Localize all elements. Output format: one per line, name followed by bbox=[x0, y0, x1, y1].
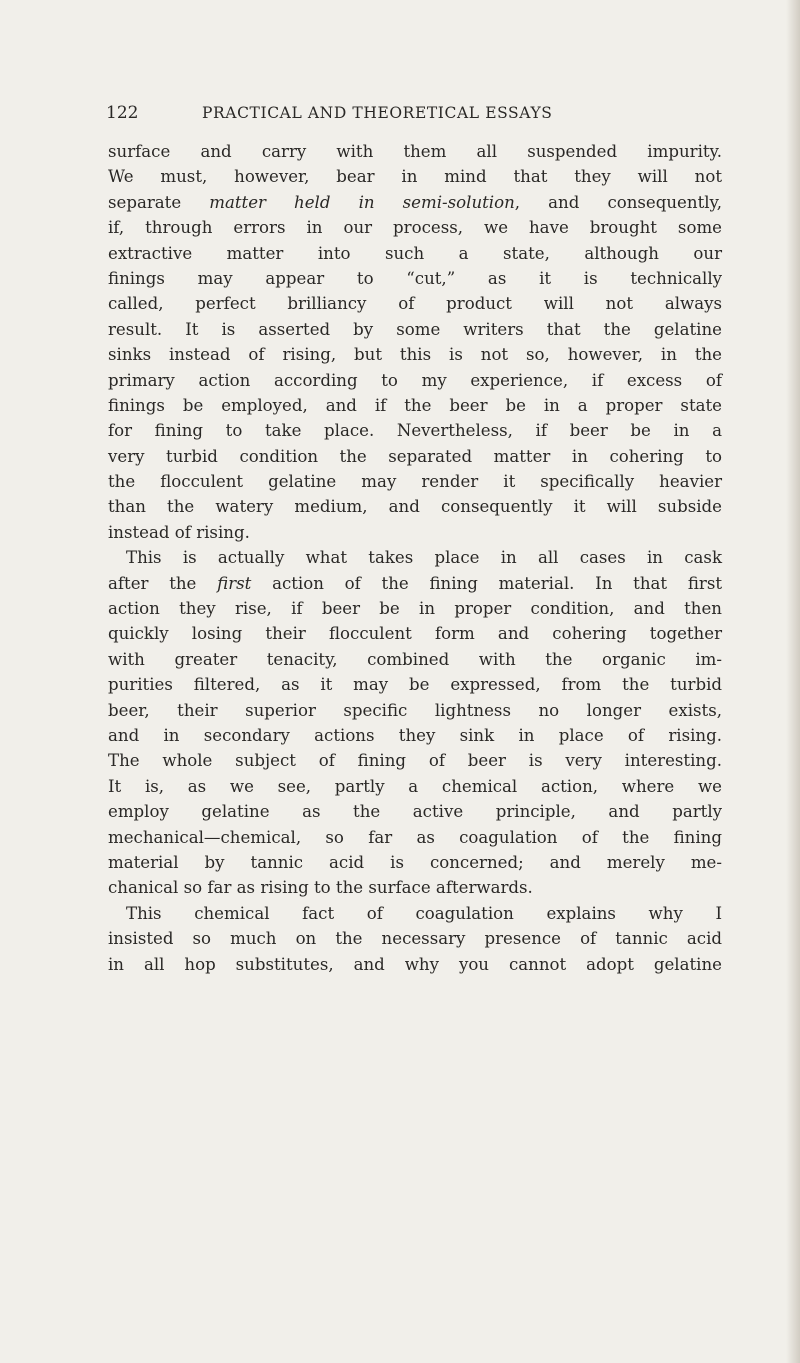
text-line bbox=[108, 190, 722, 215]
text-line bbox=[108, 571, 722, 596]
text-segment: extractive matter into such a state, although our bbox=[108, 243, 722, 263]
text-segment: This is actually what takes place in all cases in cask bbox=[126, 548, 722, 568]
running-head: PRACTICAL AND THEORETICAL ESSAYS bbox=[202, 104, 553, 122]
text-segment: than the watery medium, and consequently it will subside bbox=[108, 497, 722, 517]
page-header bbox=[106, 96, 726, 130]
text-line bbox=[108, 774, 722, 799]
text-segment: after the bbox=[108, 573, 218, 593]
text-segment: chanical so far as rising to the surface afterwards. bbox=[108, 878, 533, 898]
body-text bbox=[108, 139, 722, 977]
text-segment: called, perfect brilliancy of product will not always bbox=[108, 294, 722, 314]
text-line bbox=[108, 520, 722, 545]
text-line bbox=[108, 596, 722, 621]
text-segment: The whole subject of fining of beer is very interesting. bbox=[108, 751, 722, 771]
text-segment: action they rise, if beer be in proper condition, and then bbox=[108, 599, 722, 619]
text-line bbox=[108, 698, 722, 723]
text-line bbox=[108, 266, 722, 291]
page-number: 122 bbox=[106, 103, 139, 123]
text-line bbox=[108, 952, 722, 977]
text-segment: in all hop substitutes, and why you cannot adopt gelatine bbox=[108, 954, 722, 974]
text-line bbox=[108, 368, 722, 393]
text-line bbox=[108, 748, 722, 773]
text-segment: We must, however, bear in mind that they will not bbox=[108, 167, 722, 187]
text-line bbox=[108, 342, 722, 367]
text-segment: mechanical—chemical, so far as coagulation of the fining bbox=[108, 827, 722, 847]
text-line bbox=[108, 317, 722, 342]
text-line bbox=[108, 926, 722, 951]
text-segment: for fining to take place. Nevertheless, if beer be in a bbox=[108, 421, 722, 441]
text-segment: finings be employed, and if the beer be in a proper state bbox=[108, 395, 722, 415]
text-line bbox=[108, 139, 722, 164]
text-line bbox=[108, 545, 722, 570]
text-segment: if, through errors in our process, we have brought some bbox=[108, 218, 722, 238]
text-line bbox=[108, 494, 722, 519]
text-line bbox=[108, 723, 722, 748]
text-segment: with greater tenacity, combined with the organic im- bbox=[108, 649, 722, 669]
text-line bbox=[108, 215, 722, 240]
text-segment: insisted so much on the necessary presence of tannic acid bbox=[108, 929, 722, 949]
text-segment: action of the fining material. In that first bbox=[251, 573, 723, 593]
italic-text: matter held in semi-solution bbox=[209, 192, 515, 212]
text-segment: employ gelatine as the active principle, and partly bbox=[108, 802, 722, 822]
text-segment: and in secondary actions they sink in place of rising. bbox=[108, 725, 722, 745]
text-line bbox=[108, 621, 722, 646]
text-line bbox=[108, 647, 722, 672]
text-segment: finings may appear to “cut,” as it is technically bbox=[108, 268, 722, 288]
text-line bbox=[108, 393, 722, 418]
text-line bbox=[108, 825, 722, 850]
text-segment: primary action according to my experience, if excess of bbox=[108, 370, 722, 390]
text-segment: beer, their superior specific lightness no longer exists, bbox=[108, 700, 722, 720]
text-segment: very turbid condition the separated matter in cohering to bbox=[108, 446, 722, 466]
text-segment: the flocculent gelatine may render it specifically heavier bbox=[108, 472, 722, 492]
text-line bbox=[108, 799, 722, 824]
text-segment: , and consequently, bbox=[514, 192, 722, 212]
text-line bbox=[108, 418, 722, 443]
text-line bbox=[108, 850, 722, 875]
text-segment: sinks instead of rising, but this is not so, however, in the bbox=[108, 345, 722, 365]
text-segment: quickly losing their flocculent form and cohering together bbox=[108, 624, 722, 644]
text-line bbox=[108, 469, 722, 494]
text-segment: surface and carry with them all suspended impurity. bbox=[108, 142, 722, 161]
text-line bbox=[108, 875, 722, 900]
text-line bbox=[108, 241, 722, 266]
italic-text: first bbox=[217, 573, 252, 593]
text-line bbox=[108, 672, 722, 697]
text-line bbox=[108, 444, 722, 469]
text-segment: purities filtered, as it may be expressed, from the turbid bbox=[108, 675, 722, 695]
text-line bbox=[108, 291, 722, 316]
text-segment: result. It is asserted by some writers that the gelatine bbox=[108, 319, 722, 339]
text-line bbox=[108, 901, 722, 926]
text-line bbox=[108, 164, 722, 189]
text-segment: material by tannic acid is concerned; and merely me- bbox=[108, 852, 722, 872]
text-segment: instead of rising. bbox=[108, 522, 250, 542]
text-segment: It is, as we see, partly a chemical action, where we bbox=[108, 776, 722, 796]
text-segment: separate bbox=[108, 192, 210, 212]
page-edge-shadow bbox=[786, 0, 800, 1363]
text-segment: This chemical fact of coagulation explains why I bbox=[126, 903, 722, 923]
